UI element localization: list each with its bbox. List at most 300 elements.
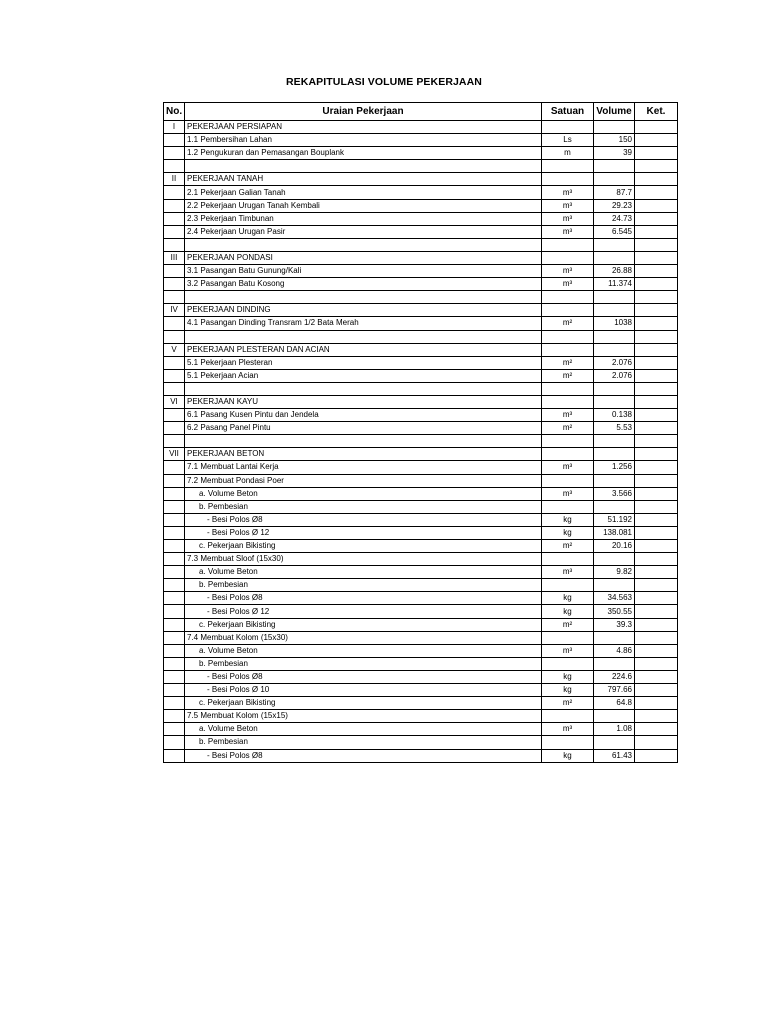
- row-satuan: [542, 657, 594, 670]
- row-no: [164, 618, 185, 631]
- row-satuan: [542, 435, 594, 448]
- row-ket: [635, 670, 678, 683]
- row-uraian: - Besi Polos Ø8: [185, 513, 542, 526]
- row-satuan: [542, 736, 594, 749]
- row-satuan: kg: [542, 526, 594, 539]
- row-no: [164, 723, 185, 736]
- table-row: [164, 710, 678, 723]
- row-volume: [594, 579, 635, 592]
- row-satuan: [542, 395, 594, 408]
- table-row: [164, 631, 678, 644]
- table-row: [164, 409, 678, 422]
- row-ket: [635, 199, 678, 212]
- row-satuan: m²: [542, 540, 594, 553]
- row-satuan: m³: [542, 278, 594, 291]
- row-uraian: [185, 238, 542, 251]
- row-satuan: m³: [542, 265, 594, 278]
- row-no: [164, 369, 185, 382]
- row-uraian: 1.2 Pengukuran dan Pemasangan Bouplank: [185, 147, 542, 160]
- row-satuan: [542, 304, 594, 317]
- row-volume: [594, 736, 635, 749]
- row-ket: [635, 736, 678, 749]
- table-row: [164, 134, 678, 147]
- blank-row: [164, 291, 678, 304]
- row-uraian: [185, 160, 542, 173]
- row-satuan: [542, 330, 594, 343]
- row-satuan: m³: [542, 409, 594, 422]
- table-row: [164, 592, 678, 605]
- table-row: [164, 540, 678, 553]
- section-row: [164, 251, 678, 264]
- table-row: [164, 670, 678, 683]
- row-no: [164, 697, 185, 710]
- row-uraian: PEKERJAAN KAYU: [185, 395, 542, 408]
- row-satuan: m³: [542, 644, 594, 657]
- row-satuan: m²: [542, 422, 594, 435]
- table-row: [164, 697, 678, 710]
- row-satuan: kg: [542, 749, 594, 762]
- section-row: [164, 121, 678, 134]
- row-no: [164, 736, 185, 749]
- table-header-row: [164, 103, 678, 121]
- row-uraian: b. Pembesian: [185, 500, 542, 513]
- row-uraian: PEKERJAAN BETON: [185, 448, 542, 461]
- row-uraian: 7.2 Membuat Pondasi Poer: [185, 474, 542, 487]
- row-volume: 2.076: [594, 356, 635, 369]
- row-no: [164, 186, 185, 199]
- row-satuan: m: [542, 147, 594, 160]
- row-uraian: PEKERJAAN PLESTERAN DAN ACIAN: [185, 343, 542, 356]
- row-no: [164, 422, 185, 435]
- row-no: [164, 540, 185, 553]
- row-ket: [635, 382, 678, 395]
- table-row: [164, 422, 678, 435]
- row-volume: [594, 631, 635, 644]
- row-no: [164, 199, 185, 212]
- blank-row: [164, 435, 678, 448]
- row-no: [164, 330, 185, 343]
- row-volume: 150: [594, 134, 635, 147]
- row-volume: 1038: [594, 317, 635, 330]
- row-volume: 224.6: [594, 670, 635, 683]
- row-volume: 20.16: [594, 540, 635, 553]
- row-uraian: 7.4 Membuat Kolom (15x30): [185, 631, 542, 644]
- row-volume: [594, 435, 635, 448]
- row-uraian: - Besi Polos Ø 12: [185, 605, 542, 618]
- row-uraian: 3.1 Pasangan Batu Gunung/Kali: [185, 265, 542, 278]
- row-uraian: 5.1 Pekerjaan Acian: [185, 369, 542, 382]
- row-uraian: c. Pekerjaan Bikisting: [185, 697, 542, 710]
- row-no: [164, 134, 185, 147]
- row-volume: 797.66: [594, 684, 635, 697]
- row-satuan: kg: [542, 684, 594, 697]
- row-uraian: PEKERJAAN DINDING: [185, 304, 542, 317]
- row-uraian: c. Pekerjaan Bikisting: [185, 618, 542, 631]
- table-row: [164, 526, 678, 539]
- row-satuan: kg: [542, 670, 594, 683]
- page-title: REKAPITULASI VOLUME PEKERJAAN: [285, 76, 482, 88]
- header-volume: Volume: [594, 103, 635, 121]
- row-ket: [635, 265, 678, 278]
- row-ket: [635, 605, 678, 618]
- row-volume: 24.73: [594, 212, 635, 225]
- row-uraian: [185, 291, 542, 304]
- row-volume: [594, 500, 635, 513]
- row-satuan: m³: [542, 225, 594, 238]
- row-uraian: 5.1 Pekerjaan Plesteran: [185, 356, 542, 369]
- row-ket: [635, 500, 678, 513]
- row-uraian: PEKERJAAN PERSIAPAN: [185, 121, 542, 134]
- row-ket: [635, 121, 678, 134]
- blank-row: [164, 238, 678, 251]
- row-uraian: - Besi Polos Ø8: [185, 592, 542, 605]
- row-no: IV: [164, 304, 185, 317]
- row-satuan: [542, 291, 594, 304]
- row-ket: [635, 186, 678, 199]
- table-row: [164, 212, 678, 225]
- row-ket: [635, 343, 678, 356]
- row-no: [164, 657, 185, 670]
- row-ket: [635, 291, 678, 304]
- row-no: [164, 238, 185, 251]
- row-ket: [635, 697, 678, 710]
- table-row: [164, 356, 678, 369]
- table-body: [164, 121, 678, 763]
- row-satuan: [542, 448, 594, 461]
- row-satuan: m²: [542, 317, 594, 330]
- row-uraian: 4.1 Pasangan Dinding Transram 1/2 Bata Merah: [185, 317, 542, 330]
- row-ket: [635, 631, 678, 644]
- row-volume: [594, 304, 635, 317]
- row-ket: [635, 618, 678, 631]
- row-no: VII: [164, 448, 185, 461]
- row-uraian: b. Pembesian: [185, 579, 542, 592]
- row-no: [164, 500, 185, 513]
- row-volume: 4.86: [594, 644, 635, 657]
- row-uraian: a. Volume Beton: [185, 644, 542, 657]
- row-ket: [635, 356, 678, 369]
- row-no: V: [164, 343, 185, 356]
- row-no: [164, 487, 185, 500]
- row-satuan: [542, 382, 594, 395]
- row-no: [164, 513, 185, 526]
- row-uraian: 2.4 Pekerjaan Urugan Pasir: [185, 225, 542, 238]
- table-row: [164, 474, 678, 487]
- row-satuan: [542, 500, 594, 513]
- row-no: [164, 631, 185, 644]
- row-ket: [635, 395, 678, 408]
- row-uraian: b. Pembesian: [185, 657, 542, 670]
- row-uraian: c. Pekerjaan Bikisting: [185, 540, 542, 553]
- row-volume: 39.3: [594, 618, 635, 631]
- table-row: [164, 147, 678, 160]
- row-uraian: a. Volume Beton: [185, 723, 542, 736]
- row-no: [164, 749, 185, 762]
- row-uraian: 2.3 Pekerjaan Timbunan: [185, 212, 542, 225]
- row-no: [164, 461, 185, 474]
- row-ket: [635, 644, 678, 657]
- row-satuan: Ls: [542, 134, 594, 147]
- table-row: [164, 644, 678, 657]
- row-satuan: [542, 631, 594, 644]
- row-volume: 5.53: [594, 422, 635, 435]
- row-ket: [635, 684, 678, 697]
- table-row: [164, 265, 678, 278]
- row-ket: [635, 251, 678, 264]
- row-volume: 6.545: [594, 225, 635, 238]
- row-ket: [635, 461, 678, 474]
- row-satuan: [542, 173, 594, 186]
- row-satuan: m²: [542, 369, 594, 382]
- row-no: [164, 710, 185, 723]
- row-ket: [635, 474, 678, 487]
- row-satuan: [542, 121, 594, 134]
- blank-row: [164, 160, 678, 173]
- row-no: [164, 566, 185, 579]
- row-volume: 64.8: [594, 697, 635, 710]
- row-uraian: 1.1 Pembersihan Lahan: [185, 134, 542, 147]
- row-ket: [635, 147, 678, 160]
- row-ket: [635, 723, 678, 736]
- row-ket: [635, 566, 678, 579]
- row-volume: 11.374: [594, 278, 635, 291]
- row-satuan: m³: [542, 186, 594, 199]
- row-satuan: [542, 474, 594, 487]
- row-no: [164, 579, 185, 592]
- row-satuan: [542, 579, 594, 592]
- row-no: [164, 592, 185, 605]
- row-volume: 51.192: [594, 513, 635, 526]
- row-ket: [635, 304, 678, 317]
- row-no: [164, 553, 185, 566]
- row-uraian: b. Pembesian: [185, 736, 542, 749]
- row-no: [164, 644, 185, 657]
- row-ket: [635, 134, 678, 147]
- row-no: [164, 670, 185, 683]
- row-ket: [635, 526, 678, 539]
- row-ket: [635, 330, 678, 343]
- row-uraian: - Besi Polos Ø8: [185, 749, 542, 762]
- row-uraian: 2.2 Pekerjaan Urugan Tanah Kembali: [185, 199, 542, 212]
- section-row: [164, 343, 678, 356]
- row-ket: [635, 710, 678, 723]
- row-volume: [594, 121, 635, 134]
- row-satuan: [542, 553, 594, 566]
- row-no: III: [164, 251, 185, 264]
- row-volume: 26.88: [594, 265, 635, 278]
- row-ket: [635, 592, 678, 605]
- row-uraian: a. Volume Beton: [185, 487, 542, 500]
- row-no: [164, 291, 185, 304]
- row-volume: [594, 173, 635, 186]
- row-no: [164, 160, 185, 173]
- row-ket: [635, 238, 678, 251]
- row-uraian: PEKERJAAN PONDASI: [185, 251, 542, 264]
- row-satuan: m²: [542, 618, 594, 631]
- header-satuan: Satuan: [542, 103, 594, 121]
- row-volume: [594, 448, 635, 461]
- table-row: [164, 199, 678, 212]
- row-volume: [594, 657, 635, 670]
- table-row: [164, 500, 678, 513]
- row-no: [164, 605, 185, 618]
- row-uraian: 2.1 Pekerjaan Galian Tanah: [185, 186, 542, 199]
- section-row: [164, 173, 678, 186]
- header-ket: Ket.: [635, 103, 678, 121]
- row-no: I: [164, 121, 185, 134]
- table-row: [164, 657, 678, 670]
- row-ket: [635, 317, 678, 330]
- section-row: [164, 448, 678, 461]
- table-row: [164, 369, 678, 382]
- row-volume: [594, 710, 635, 723]
- row-satuan: kg: [542, 605, 594, 618]
- row-ket: [635, 173, 678, 186]
- row-uraian: [185, 435, 542, 448]
- table-row: [164, 579, 678, 592]
- row-volume: 39: [594, 147, 635, 160]
- row-volume: [594, 160, 635, 173]
- row-satuan: [542, 238, 594, 251]
- row-no: [164, 317, 185, 330]
- row-volume: 9.82: [594, 566, 635, 579]
- row-ket: [635, 409, 678, 422]
- row-volume: [594, 343, 635, 356]
- blank-row: [164, 330, 678, 343]
- row-volume: [594, 382, 635, 395]
- row-uraian: 3.2 Pasangan Batu Kosong: [185, 278, 542, 291]
- row-satuan: [542, 710, 594, 723]
- table-row: [164, 487, 678, 500]
- table-row: [164, 684, 678, 697]
- row-ket: [635, 540, 678, 553]
- row-satuan: m³: [542, 487, 594, 500]
- row-ket: [635, 553, 678, 566]
- row-satuan: m³: [542, 566, 594, 579]
- table-row: [164, 605, 678, 618]
- row-satuan: [542, 251, 594, 264]
- row-volume: 34.563: [594, 592, 635, 605]
- row-satuan: m³: [542, 461, 594, 474]
- table-row: [164, 618, 678, 631]
- row-satuan: m³: [542, 723, 594, 736]
- row-uraian: 6.1 Pasang Kusen Pintu dan Jendela: [185, 409, 542, 422]
- row-volume: 2.076: [594, 369, 635, 382]
- row-volume: 350.55: [594, 605, 635, 618]
- row-no: [164, 356, 185, 369]
- row-volume: 1.256: [594, 461, 635, 474]
- row-uraian: 7.1 Membuat Lantai Kerja: [185, 461, 542, 474]
- row-volume: [594, 238, 635, 251]
- row-uraian: a. Volume Beton: [185, 566, 542, 579]
- row-ket: [635, 212, 678, 225]
- row-satuan: m²: [542, 697, 594, 710]
- row-satuan: kg: [542, 513, 594, 526]
- blank-row: [164, 382, 678, 395]
- row-ket: [635, 435, 678, 448]
- row-satuan: m²: [542, 356, 594, 369]
- row-volume: 138.081: [594, 526, 635, 539]
- row-volume: [594, 291, 635, 304]
- row-no: [164, 474, 185, 487]
- row-uraian: 7.5 Membuat Kolom (15x15): [185, 710, 542, 723]
- table-row: [164, 749, 678, 762]
- row-no: [164, 684, 185, 697]
- table-row: [164, 278, 678, 291]
- table-row: [164, 317, 678, 330]
- row-uraian: 6.2 Pasang Panel Pintu: [185, 422, 542, 435]
- row-satuan: [542, 160, 594, 173]
- row-uraian: 7.3 Membuat Sloof (15x30): [185, 553, 542, 566]
- row-volume: [594, 395, 635, 408]
- row-no: [164, 147, 185, 160]
- row-volume: [594, 474, 635, 487]
- table-row: [164, 566, 678, 579]
- row-ket: [635, 160, 678, 173]
- row-ket: [635, 448, 678, 461]
- volume-table: [163, 102, 678, 763]
- header-uraian: Uraian Pekerjaan: [185, 103, 542, 121]
- row-satuan: m³: [542, 199, 594, 212]
- row-satuan: [542, 343, 594, 356]
- row-no: [164, 409, 185, 422]
- row-uraian: - Besi Polos Ø 10: [185, 684, 542, 697]
- row-ket: [635, 749, 678, 762]
- row-uraian: - Besi Polos Ø 12: [185, 526, 542, 539]
- row-no: [164, 278, 185, 291]
- row-ket: [635, 513, 678, 526]
- row-no: II: [164, 173, 185, 186]
- row-volume: [594, 251, 635, 264]
- row-uraian: - Besi Polos Ø8: [185, 670, 542, 683]
- row-ket: [635, 369, 678, 382]
- row-uraian: [185, 330, 542, 343]
- table-row: [164, 461, 678, 474]
- table-row: [164, 186, 678, 199]
- row-volume: 29.23: [594, 199, 635, 212]
- row-no: [164, 225, 185, 238]
- row-volume: 1.08: [594, 723, 635, 736]
- row-volume: 87.7: [594, 186, 635, 199]
- section-row: [164, 304, 678, 317]
- row-uraian: [185, 382, 542, 395]
- row-volume: 61.43: [594, 749, 635, 762]
- row-no: [164, 265, 185, 278]
- row-volume: [594, 553, 635, 566]
- row-volume: 3.566: [594, 487, 635, 500]
- row-no: [164, 435, 185, 448]
- table-row: [164, 553, 678, 566]
- table-row: [164, 736, 678, 749]
- table-row: [164, 723, 678, 736]
- row-volume: 0.138: [594, 409, 635, 422]
- row-ket: [635, 278, 678, 291]
- row-no: [164, 382, 185, 395]
- table-row: [164, 225, 678, 238]
- row-ket: [635, 657, 678, 670]
- row-uraian: PEKERJAAN TANAH: [185, 173, 542, 186]
- header-no: No.: [164, 103, 185, 121]
- row-ket: [635, 422, 678, 435]
- row-satuan: kg: [542, 592, 594, 605]
- row-ket: [635, 579, 678, 592]
- row-satuan: m³: [542, 212, 594, 225]
- row-no: VI: [164, 395, 185, 408]
- table-row: [164, 513, 678, 526]
- row-volume: [594, 330, 635, 343]
- section-row: [164, 395, 678, 408]
- row-ket: [635, 487, 678, 500]
